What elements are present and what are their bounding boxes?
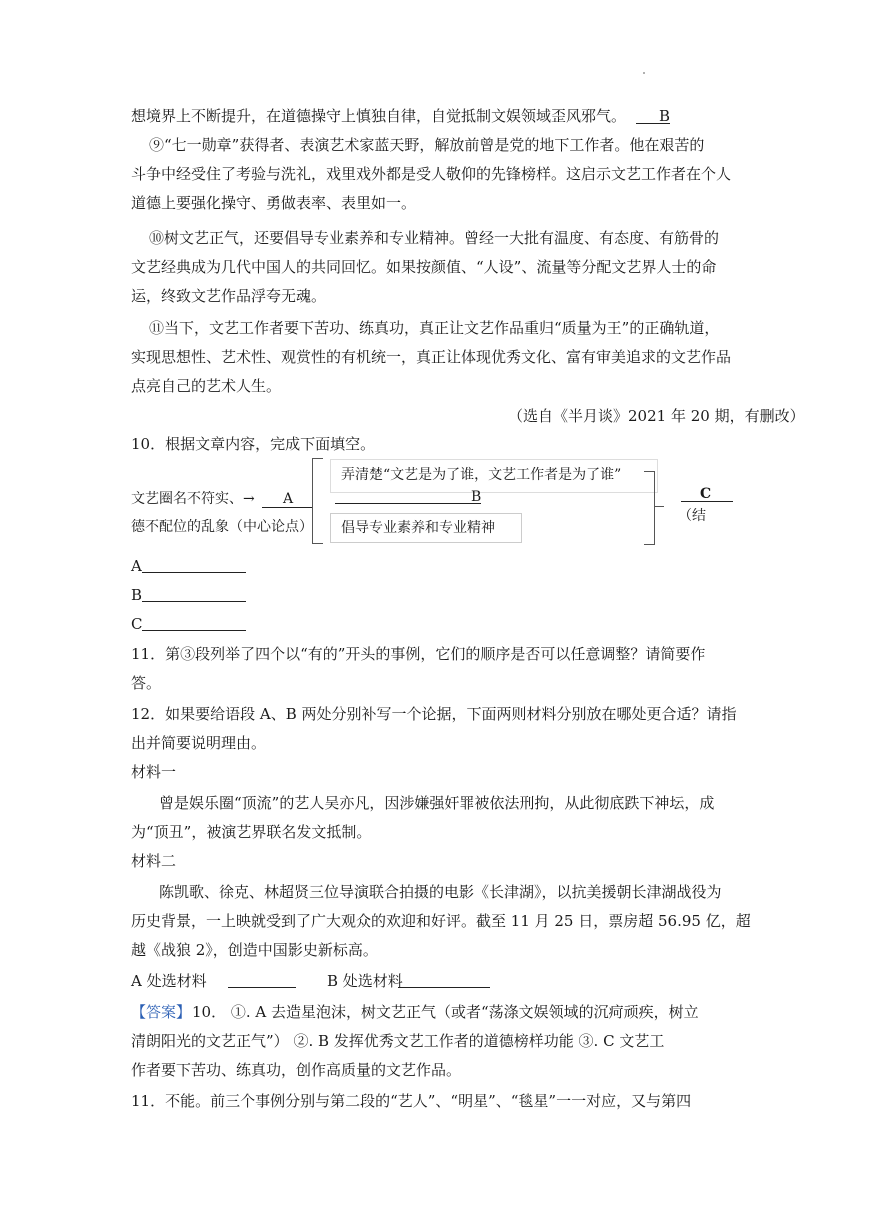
text-line-m2a: 陈凯歌、徐克、林超贤三位导演联合拍摄的电影《长津湖》，以抗美援朝长津湖战役为 [159,883,722,901]
text-line-q11b: 答。 [131,674,162,692]
fill-blank-b-line [142,601,246,602]
text-line-p10c: 运，终致文艺作品浮夸无魂。 [131,287,327,305]
text-line-q11a: 11．第③段列举了四个以“有的”开头的事例，它们的顺序是否可以任意调整？请简要作 [131,645,706,663]
text-line-l1: 想境界上不断提升，在道德操守上慎独自律，自觉抵制文娱领域歪风邪气。 [131,107,627,125]
text-line-p11b: 实现思想性、艺术性、观赏性的有机统一，真正让体现优秀文化、富有审美追求的文艺作品 [131,348,732,366]
text-line-p11a: ⑪当下，文艺工作者要下苦功、练真功，真正让文艺作品重归“质量为王”的正确轨道， [149,319,720,337]
text-line-ans2: 清朗阳光的文艺正气”） ②. B 发挥优秀文艺工作者的道德榜样功能 ③. C 文艺工 [131,1032,665,1050]
text-line-m2c: 越《战狼 2》，创造中国影史新标高。 [131,941,378,959]
answer-tag: 【答案】 [131,1003,192,1021]
text-line-p9c: 道德上要强化操守、勇做表率、表里如一。 [131,194,417,212]
text-line-m1a: 曾是娱乐圈“顶流”的艺人吴亦凡，因涉嫌强奸罪被依法刑拘，从此彻底跌下神坛，成 [159,794,715,812]
select-a-line [228,987,296,988]
text-line-sel_b: B 处选材料 [327,972,403,990]
text-line-fc: C [131,615,143,633]
text-line-l1b: B [659,107,671,125]
text-line-ans3: 作者要下苦功、练真功，创作高质量的文艺作品。 [131,1061,462,1079]
diagram-box-3-text: 倡导专业素养和专业精神 [341,520,495,536]
text-line-m1b: 为“顶丑”，被演艺界联名发文抵制。 [131,823,372,841]
scan-dot [643,72,645,74]
diagram-left-line2: 德不配位的乱象（中心论点） [131,519,313,535]
diagram-left-line1: 文艺圈名不符实、→ [131,491,255,507]
text-line-m2: 材料二 [131,852,177,870]
text-line-src: （选自《半月谈》2021 年 20 期，有删改） [508,407,805,425]
left-brace [312,458,323,544]
fill-blank-c-line [142,630,246,631]
diagram-blank-c-label: C [700,486,712,502]
select-b-line [398,987,490,988]
text-line-sel_a: A 处选材料 [131,972,207,990]
text-line-ans4: 11．不能。前三个事例分别与第二段的“艺人”、“明星”、“毯星”一一对应，又与第四 [131,1092,692,1110]
text-line-m2b: 历史背景，一上映就受到了广大观众的欢迎和好评。截至 11 月 25 日，票房超 56.95 亿，超 [131,912,751,930]
text-line-q12a: 12．如果要给语段 A、B 两处分别补写一个论据，下面两则材料分别放在哪处更合适？请指 [131,705,737,723]
fill-blank-a-line [142,572,246,573]
text-line-fa: A [131,557,142,575]
text-line-ans1_rest: 10． ①. A 去造星泡沫，树文艺正气（或者“荡涤文娱领域的沉疴顽疾，树立 [192,1003,699,1021]
right-brace [644,471,655,545]
right-brace-tip [654,506,664,507]
text-line-fb: B [131,586,143,604]
diagram-right-suffix: （结 [678,508,706,524]
text-line-p9a: ⑨“七一勋章”获得者、表演艺术家蓝天野，解放前曾是党的地下工作者。他在艰苦的 [149,136,705,154]
diagram-blank-b-line [335,503,481,504]
text-line-p10b: 文艺经典成为几代中国人的共同回忆。如果按颜值、“人设”、流量等分配文艺界人士的命 [131,258,717,276]
text-line-q10: 10．根据文章内容，完成下面填空。 [131,435,376,453]
text-line-p11c: 点亮自己的艺术人生。 [131,377,282,395]
diagram-blank-a-label: A [283,491,294,507]
text-line-m1: 材料一 [131,763,177,781]
text-line-p10a: ⑩树文艺正气，还要倡导专业素养和专业精神。曾经一大批有温度、有态度、有筋骨的 [149,229,720,247]
diagram-blank-c-line [681,501,733,502]
text-line-p9b: 斗争中经受住了考验与洗礼，戏里戏外都是受人敬仰的先锋榜样。这启示文艺工作者在个人 [131,165,732,183]
diagram-box-1-text: 弄清楚“文艺是为了谁，文艺工作者是为了谁” [341,467,622,483]
text-line-q12b: 出并简要说明理由。 [131,734,267,752]
blank-underline-b1 [636,123,670,124]
diagram-blank-b-label: B [471,489,482,505]
